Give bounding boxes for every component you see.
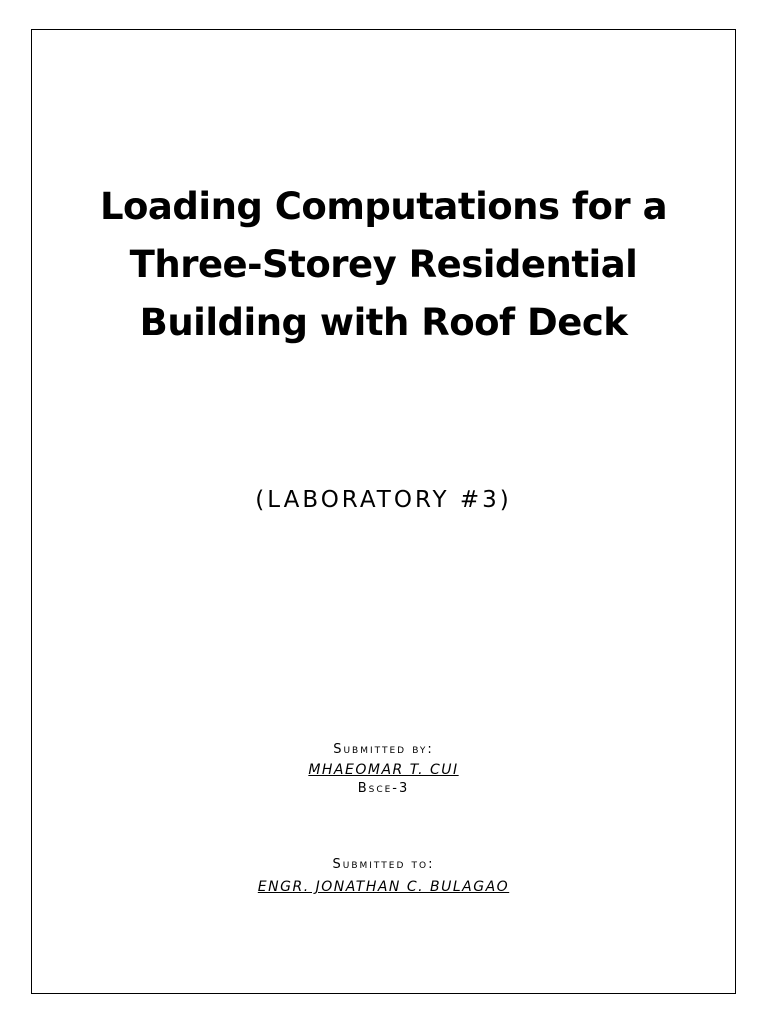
submitted-by-label: Submitted by:: [333, 742, 434, 757]
submitted-to-label: Submitted to:: [332, 857, 435, 872]
submitted-by-name: MHAEOMAR T. CUI: [308, 762, 459, 778]
title-line-2: Three-Storey Residential: [129, 243, 638, 286]
submitted-by-course: Bsce-3: [357, 781, 410, 796]
submitted-by-section: [31, 741, 736, 797]
document-title: [31, 178, 736, 352]
title-line-3: Building with Roof Deck: [139, 301, 628, 344]
submitted-to-name: ENGR. JONATHAN C. BULAGAO: [257, 879, 510, 895]
title-line-1: Loading Computations for a: [99, 185, 668, 228]
submitted-to-section: [31, 856, 736, 898]
laboratory-number: (LABORATORY #3): [255, 487, 512, 513]
